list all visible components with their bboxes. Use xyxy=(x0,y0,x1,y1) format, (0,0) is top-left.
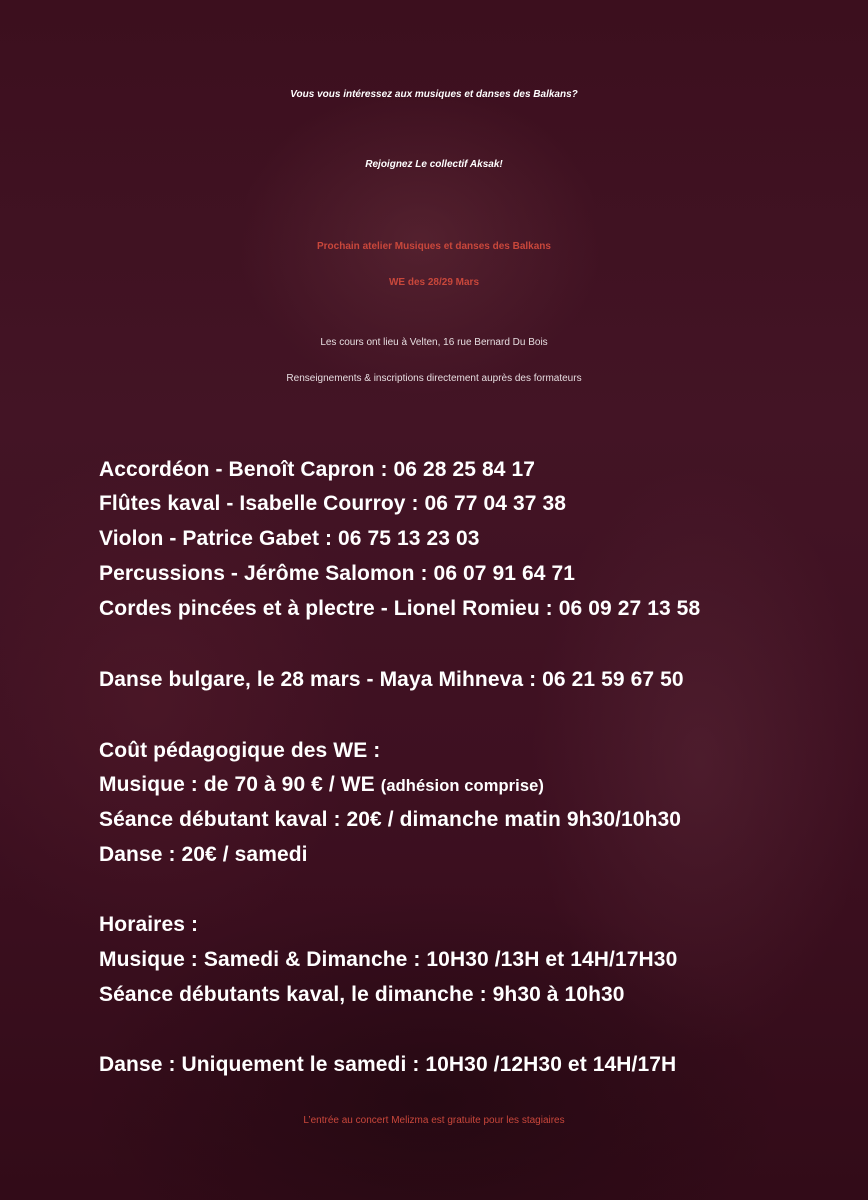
costs-dance: Danse : 20€ / samedi xyxy=(99,843,308,866)
teacher-kaval: Flûtes kaval - Isabelle Courroy : 06 77 04 37 38 xyxy=(99,492,567,515)
intro-join: Rejoignez Le collectif Aksak! xyxy=(365,159,503,170)
atelier-dates: WE des 28/29 Mars xyxy=(388,277,480,288)
schedule-heading: Horaires : xyxy=(99,913,199,936)
teacher-cordes: Cordes pincées et à plectre - Lionel Romieu : 06 09 27 13 58 xyxy=(99,597,701,620)
dance-teacher: Danse bulgare, le 28 mars - Maya Mihneva : 06 21 59 67 50 xyxy=(99,668,684,691)
costs-music-note: (adhésion comprise) xyxy=(380,777,545,795)
costs-music xyxy=(99,773,544,797)
atelier-title: Prochain atelier Musiques et danses des Balkans xyxy=(317,241,551,252)
schedule-dance: Danse : Uniquement le samedi : 10H30 /12H30 et 14H/17H xyxy=(99,1053,677,1076)
venue-info: Renseignements & inscriptions directement auprès des formateurs xyxy=(286,373,582,384)
costs-heading: Coût pédagogique des WE : xyxy=(99,739,381,762)
schedule-music: Musique : Samedi & Dimanche : 10H30 /13H et 14H/17H30 xyxy=(99,948,678,971)
costs-music-price: Musique : de 70 à 90 € / WE xyxy=(99,773,375,796)
venue-location: Les cours ont lieu à Velten, 16 rue Bernard Du Bois xyxy=(320,337,548,348)
schedule-kaval: Séance débutants kaval, le dimanche : 9h30 à 10h30 xyxy=(99,983,625,1006)
teacher-accordeon: Accordéon - Benoît Capron : 06 28 25 84 17 xyxy=(99,458,536,481)
intro-question: Vous vous intéressez aux musiques et danses des Balkans? xyxy=(290,89,578,100)
costs-kaval: Séance débutant kaval : 20€ / dimanche matin 9h30/10h30 xyxy=(99,808,682,831)
teacher-violon: Violon - Patrice Gabet : 06 75 13 23 03 xyxy=(99,527,480,550)
footer-note: L’entrée au concert Melizma est gratuite pour les stagiaires xyxy=(303,1115,565,1126)
teacher-percussions: Percussions - Jérôme Salomon : 06 07 91 64 71 xyxy=(99,562,576,585)
